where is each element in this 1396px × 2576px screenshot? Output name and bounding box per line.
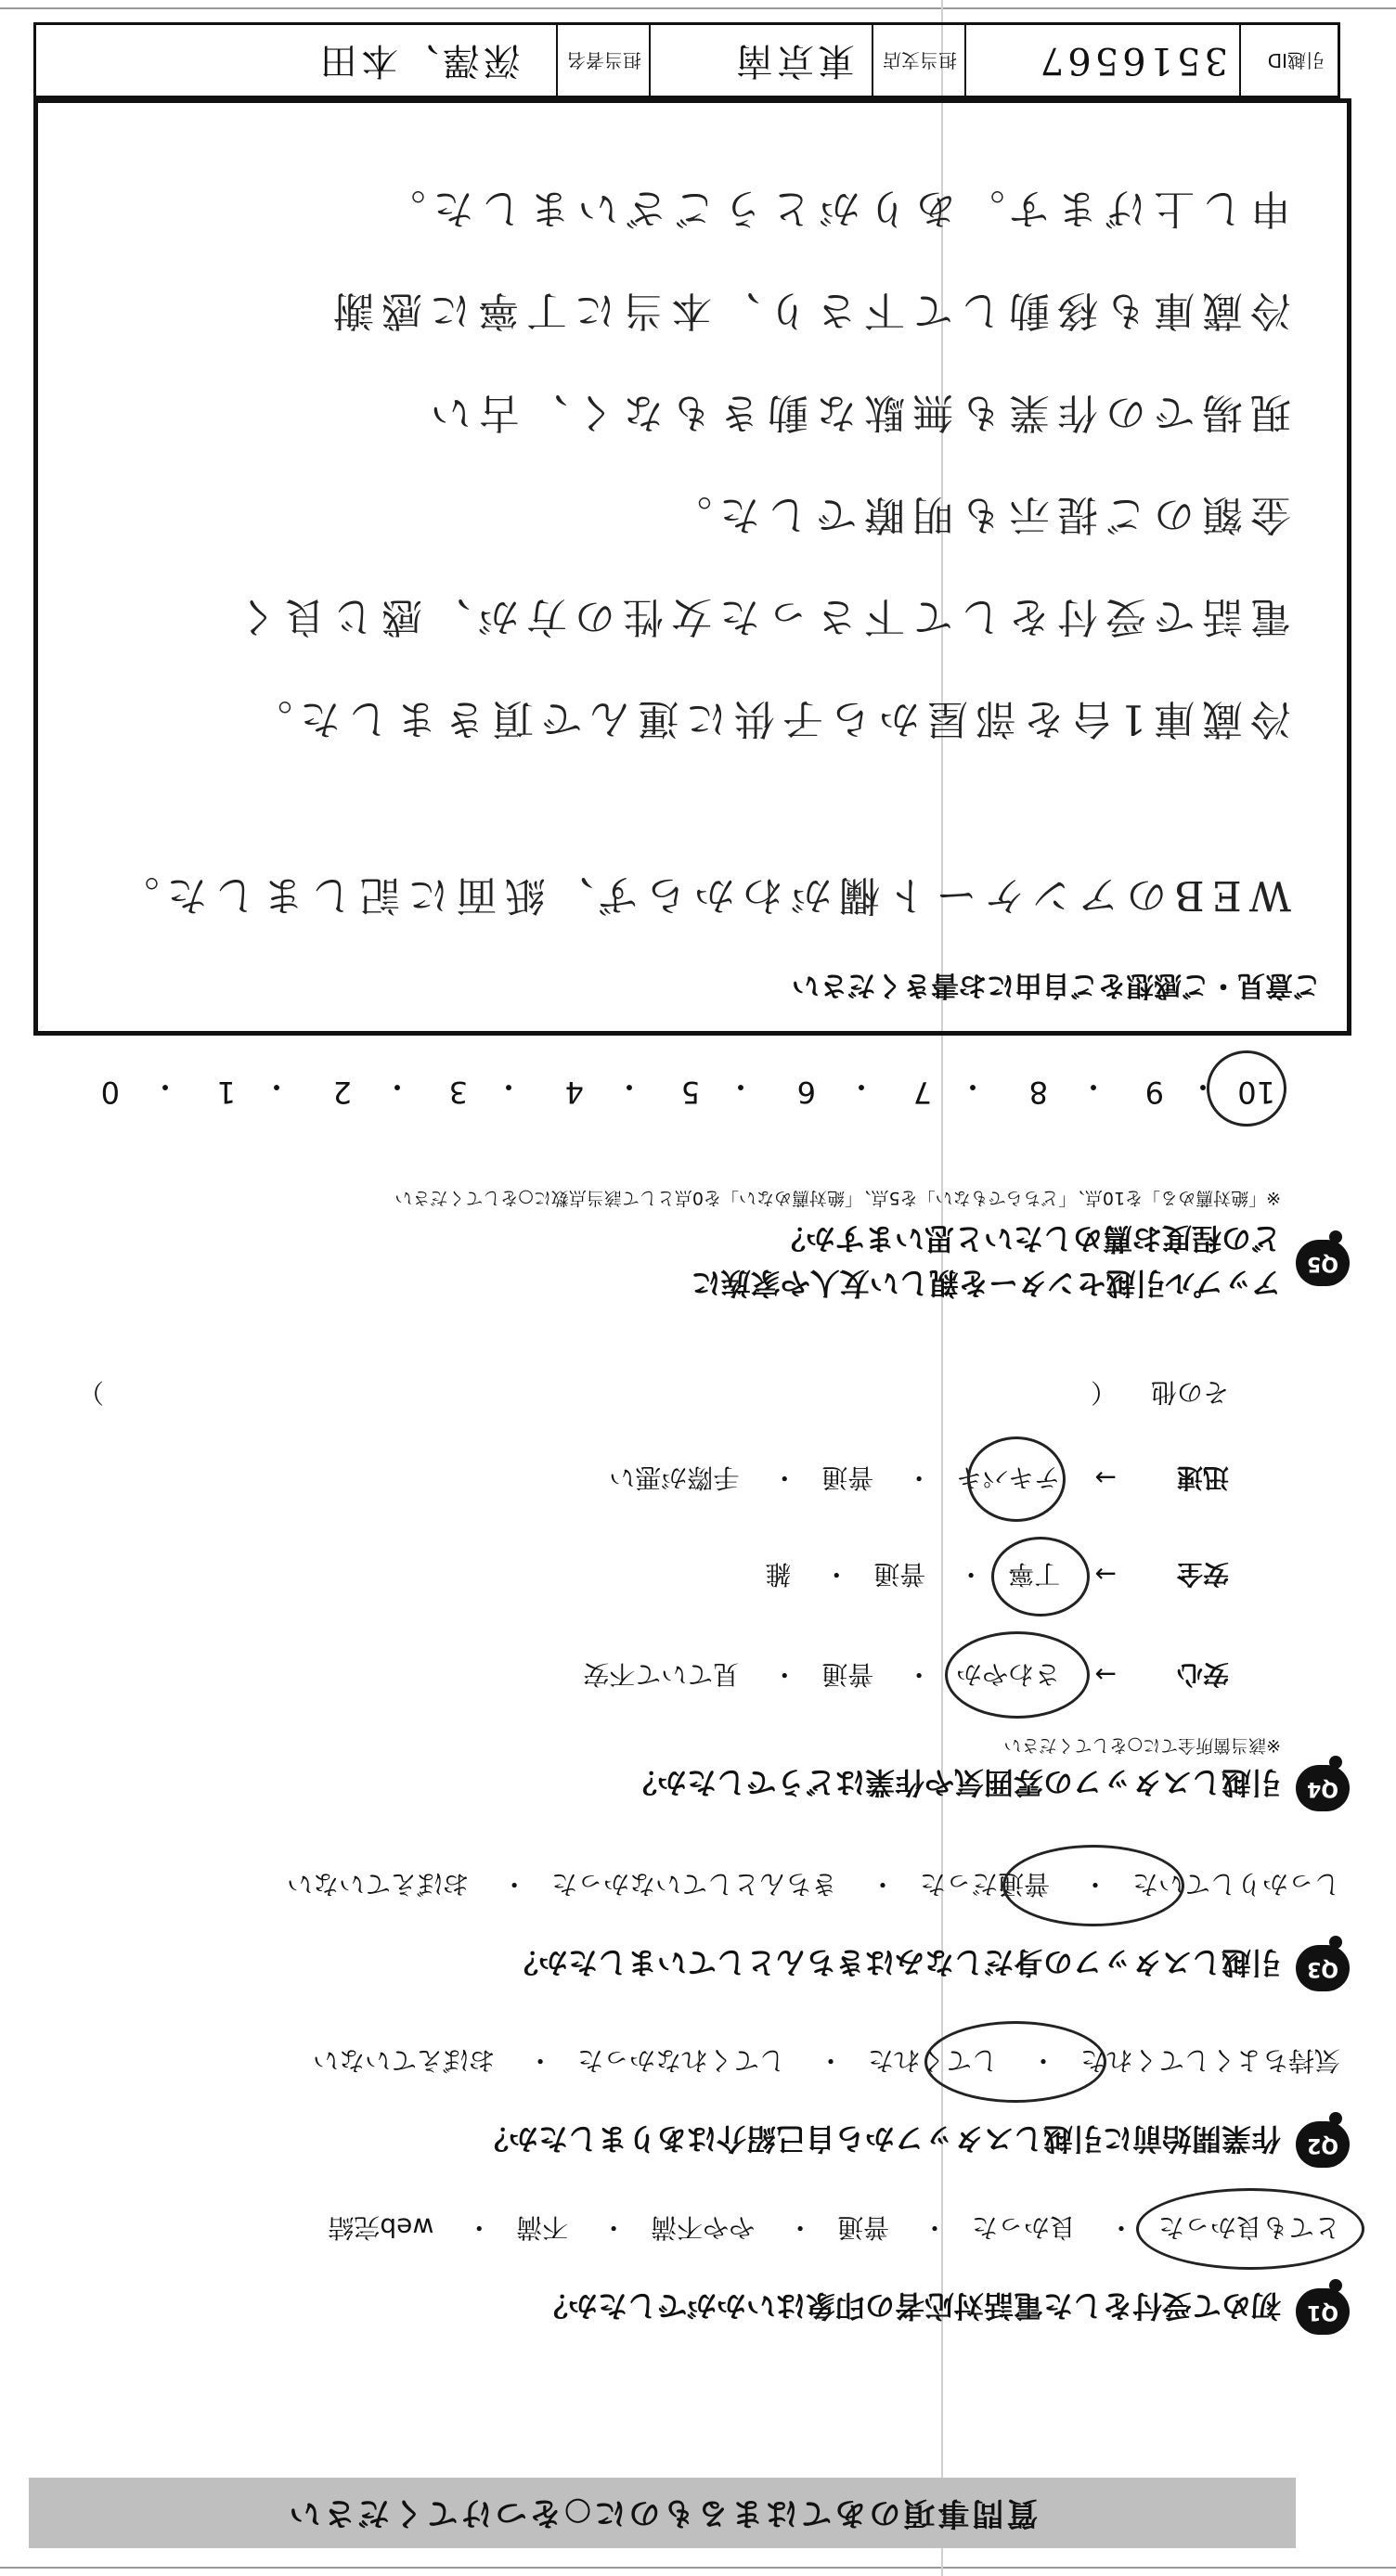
q4-other-row bbox=[78, 1375, 1229, 1412]
scan-edge-top bbox=[0, 2567, 1396, 2569]
arrow-icon: → bbox=[1094, 1559, 1117, 1590]
move-id-label: 引越ID bbox=[1267, 49, 1325, 71]
q3-option-4[interactable]: おぼえていない bbox=[287, 1869, 470, 1900]
branch-label: 担当支店 bbox=[883, 49, 957, 71]
separator-dot: ・ bbox=[1187, 1069, 1218, 1104]
q4-anzen-option-1[interactable]: 丁寧 bbox=[1008, 1559, 1061, 1590]
q4-anshin-option-1[interactable]: さわやか bbox=[956, 1659, 1061, 1690]
q3-option-2[interactable]: 普通だった bbox=[920, 1869, 1051, 1900]
q4-row-anzen: 安全 → 丁寧・ 普通・ 雑 bbox=[765, 1557, 1229, 1594]
table-divider bbox=[964, 25, 966, 96]
table-divider bbox=[872, 25, 873, 96]
q4-category-anzen: 安全 bbox=[1176, 1559, 1229, 1590]
q4-other-label: その他 bbox=[1150, 1377, 1229, 1408]
table-divider bbox=[649, 25, 651, 96]
q4-anshin-selection-circle bbox=[945, 1631, 1090, 1719]
branch-value: 東京南 bbox=[732, 39, 855, 82]
q5-question-line1: アップル引越センターを親しい友人や家族に bbox=[691, 1266, 1281, 1301]
comment-line: 電話で受付をして下さった女性の方が、感じ良く bbox=[229, 593, 1291, 640]
q4-other-close-paren: ） bbox=[78, 1377, 105, 1408]
q5-score-1[interactable]: 1 bbox=[216, 1075, 236, 1110]
q1-option-2[interactable]: 良かった bbox=[972, 2212, 1077, 2243]
q5-score-6[interactable]: 6 bbox=[796, 1075, 816, 1110]
instruction-text: 質問事項のあてはまるものに○をつけてください bbox=[286, 2494, 1039, 2531]
move-id-value: 3516567 bbox=[1036, 39, 1228, 82]
q5-score-0[interactable]: 0 bbox=[100, 1075, 120, 1110]
comment-line: 冷蔵庫1台を部屋から子供に運んで頂きました。 bbox=[244, 695, 1291, 742]
q5-selection-circle bbox=[1207, 1050, 1286, 1127]
q1-selection-circle bbox=[1136, 2188, 1364, 2270]
q4-question: 引越しスタッフの雰囲気や作業はどうでしたか？ bbox=[627, 1765, 1281, 1800]
q2-option-2[interactable]: してくれた bbox=[868, 2045, 999, 2076]
comment-line: 冷蔵庫も移動して下さり、本当に丁寧に感謝 bbox=[326, 287, 1291, 334]
q1-option-3[interactable]: 普通 bbox=[837, 2212, 890, 2243]
comment-line: WEBのアンケート欄がわからず、紙面に記しました。 bbox=[110, 871, 1291, 919]
q4-jinsoku-option-2[interactable]: 普通 bbox=[821, 1462, 874, 1493]
q2-option-3[interactable]: してくれなかった bbox=[577, 2045, 786, 2076]
q4-note: ※該当箇所全てに○をしてください bbox=[1003, 1735, 1281, 1756]
q4-anshin-option-2[interactable]: 普通 bbox=[821, 1659, 874, 1690]
q1-option-5[interactable]: 不満 bbox=[516, 2212, 569, 2243]
q1-options: とても良かった・ 良かった・ 普通・ やや不満・ 不満・ web完結 bbox=[328, 2210, 1340, 2248]
q4-anzen-option-3[interactable]: 雑 bbox=[765, 1559, 792, 1590]
q4-row-anshin: 安心 → さわやか・ 普通・ 見ていて不安 bbox=[583, 1657, 1229, 1694]
instruction-header bbox=[29, 2478, 1296, 2548]
q5-score-3[interactable]: 3 bbox=[448, 1075, 468, 1110]
q5-badge: Q5 bbox=[1296, 1240, 1350, 1286]
q4-jinsoku-option-1[interactable]: テキパキ bbox=[956, 1462, 1061, 1493]
q2-option-1[interactable]: 気持ちよくしてくれた bbox=[1079, 2045, 1340, 2076]
table-divider bbox=[1239, 25, 1241, 96]
q4-row-jinsoku: 迅速 → テキパキ・ 普通・ 手際が悪い bbox=[609, 1461, 1229, 1498]
q2-question: 作業開始前に引越しスタッフから自己紹介はありましたか？ bbox=[478, 2121, 1281, 2157]
q2-options: 気持ちよくしてくれた・ してくれた・ してくれなかった・ おぼえていない bbox=[313, 2043, 1340, 2080]
q1-badge: Q1 bbox=[1296, 2288, 1350, 2335]
separator-dot: ・ bbox=[846, 1069, 876, 1104]
q5-score-2[interactable]: 2 bbox=[332, 1075, 352, 1110]
table-divider bbox=[556, 25, 558, 96]
q3-selection-circle bbox=[1002, 1845, 1184, 1926]
q1-option-6[interactable]: web完結 bbox=[328, 2212, 434, 2243]
separator-dot: ・ bbox=[614, 1069, 644, 1104]
q2-badge: Q2 bbox=[1296, 2121, 1350, 2168]
q5-score-5[interactable]: 5 bbox=[680, 1075, 700, 1110]
q5-score-8[interactable]: 8 bbox=[1028, 1075, 1048, 1110]
q1-option-1[interactable]: とても良かった bbox=[1157, 2212, 1340, 2243]
q5-score-9[interactable]: 9 bbox=[1144, 1075, 1164, 1110]
q3-question: 引越しスタッフの身だしなみはきちんとしていましたか？ bbox=[508, 1945, 1281, 1980]
q5-note: ※「絶対薦める」を10点、「どちらでもない」を5点、「絶対薦めない」を0点として該当点数に○をしてください bbox=[394, 1188, 1281, 1208]
q4-jinsoku-option-3[interactable]: 手際が悪い bbox=[609, 1462, 740, 1493]
q4-jinsoku-selection-circle bbox=[967, 1436, 1066, 1522]
q3-option-1[interactable]: しっかりしていた bbox=[1131, 1869, 1340, 1900]
q4-anzen-option-2[interactable]: 普通 bbox=[873, 1559, 926, 1590]
q4-category-anshin: 安心 bbox=[1176, 1659, 1229, 1690]
q5-score-7[interactable]: 7 bbox=[912, 1075, 932, 1110]
q1-option-4[interactable]: やや不満 bbox=[651, 2212, 756, 2243]
separator-dot: ・ bbox=[1078, 1069, 1108, 1104]
q5-question-line2: どの程度お薦めしたいと思いますか？ bbox=[775, 1221, 1281, 1256]
arrow-icon: → bbox=[1094, 1659, 1117, 1690]
q3-options: しっかりしていた・ 普通だった・ きちんとしていなかった・ おぼえていない bbox=[287, 1867, 1340, 1904]
scan-edge-bottom bbox=[0, 7, 1396, 9]
q2-selection-circle bbox=[924, 2021, 1106, 2103]
comment-line: 申し上げます。ありがとうございました。 bbox=[377, 185, 1291, 232]
q2-option-4[interactable]: おぼえていない bbox=[313, 2045, 496, 2076]
separator-dot: ・ bbox=[957, 1069, 988, 1104]
q4-badge: Q4 bbox=[1296, 1765, 1350, 1811]
q3-option-3[interactable]: きちんとしていなかった bbox=[551, 1869, 838, 1900]
staff-label: 担当者名 bbox=[567, 49, 641, 71]
staff-value: 深澤、本田 bbox=[317, 39, 521, 82]
separator-dot: ・ bbox=[381, 1069, 412, 1104]
separator-dot: ・ bbox=[149, 1069, 180, 1104]
q5-score-4[interactable]: 4 bbox=[564, 1075, 584, 1110]
q4-other-open-paren: （ bbox=[1091, 1377, 1118, 1408]
separator-dot: ・ bbox=[725, 1069, 756, 1104]
comment-box[interactable] bbox=[33, 98, 1351, 1036]
comment-line: 金額のご提示も明瞭でした。 bbox=[664, 491, 1291, 538]
q4-anzen-selection-circle bbox=[991, 1537, 1090, 1616]
staff-info-table bbox=[33, 22, 1340, 98]
separator-dot: ・ bbox=[493, 1069, 524, 1104]
arrow-icon: → bbox=[1094, 1462, 1117, 1493]
q4-category-jinsoku: 迅速 bbox=[1176, 1462, 1229, 1493]
q4-anshin-option-3[interactable]: 見ていて不安 bbox=[583, 1659, 740, 1690]
separator-dot: ・ bbox=[261, 1069, 291, 1104]
q1-question: 初めて受付をした電話対応者の印象はいかがでしたか？ bbox=[537, 2288, 1281, 2324]
comment-title: ご意見・ご感想をご自由にお書きください bbox=[792, 969, 1321, 1001]
comment-line: 現場での作業も無駄な動きもなく、古い bbox=[422, 389, 1291, 436]
q3-badge: Q3 bbox=[1296, 1945, 1350, 1991]
q5-score-10[interactable]: 10 bbox=[1237, 1075, 1275, 1110]
